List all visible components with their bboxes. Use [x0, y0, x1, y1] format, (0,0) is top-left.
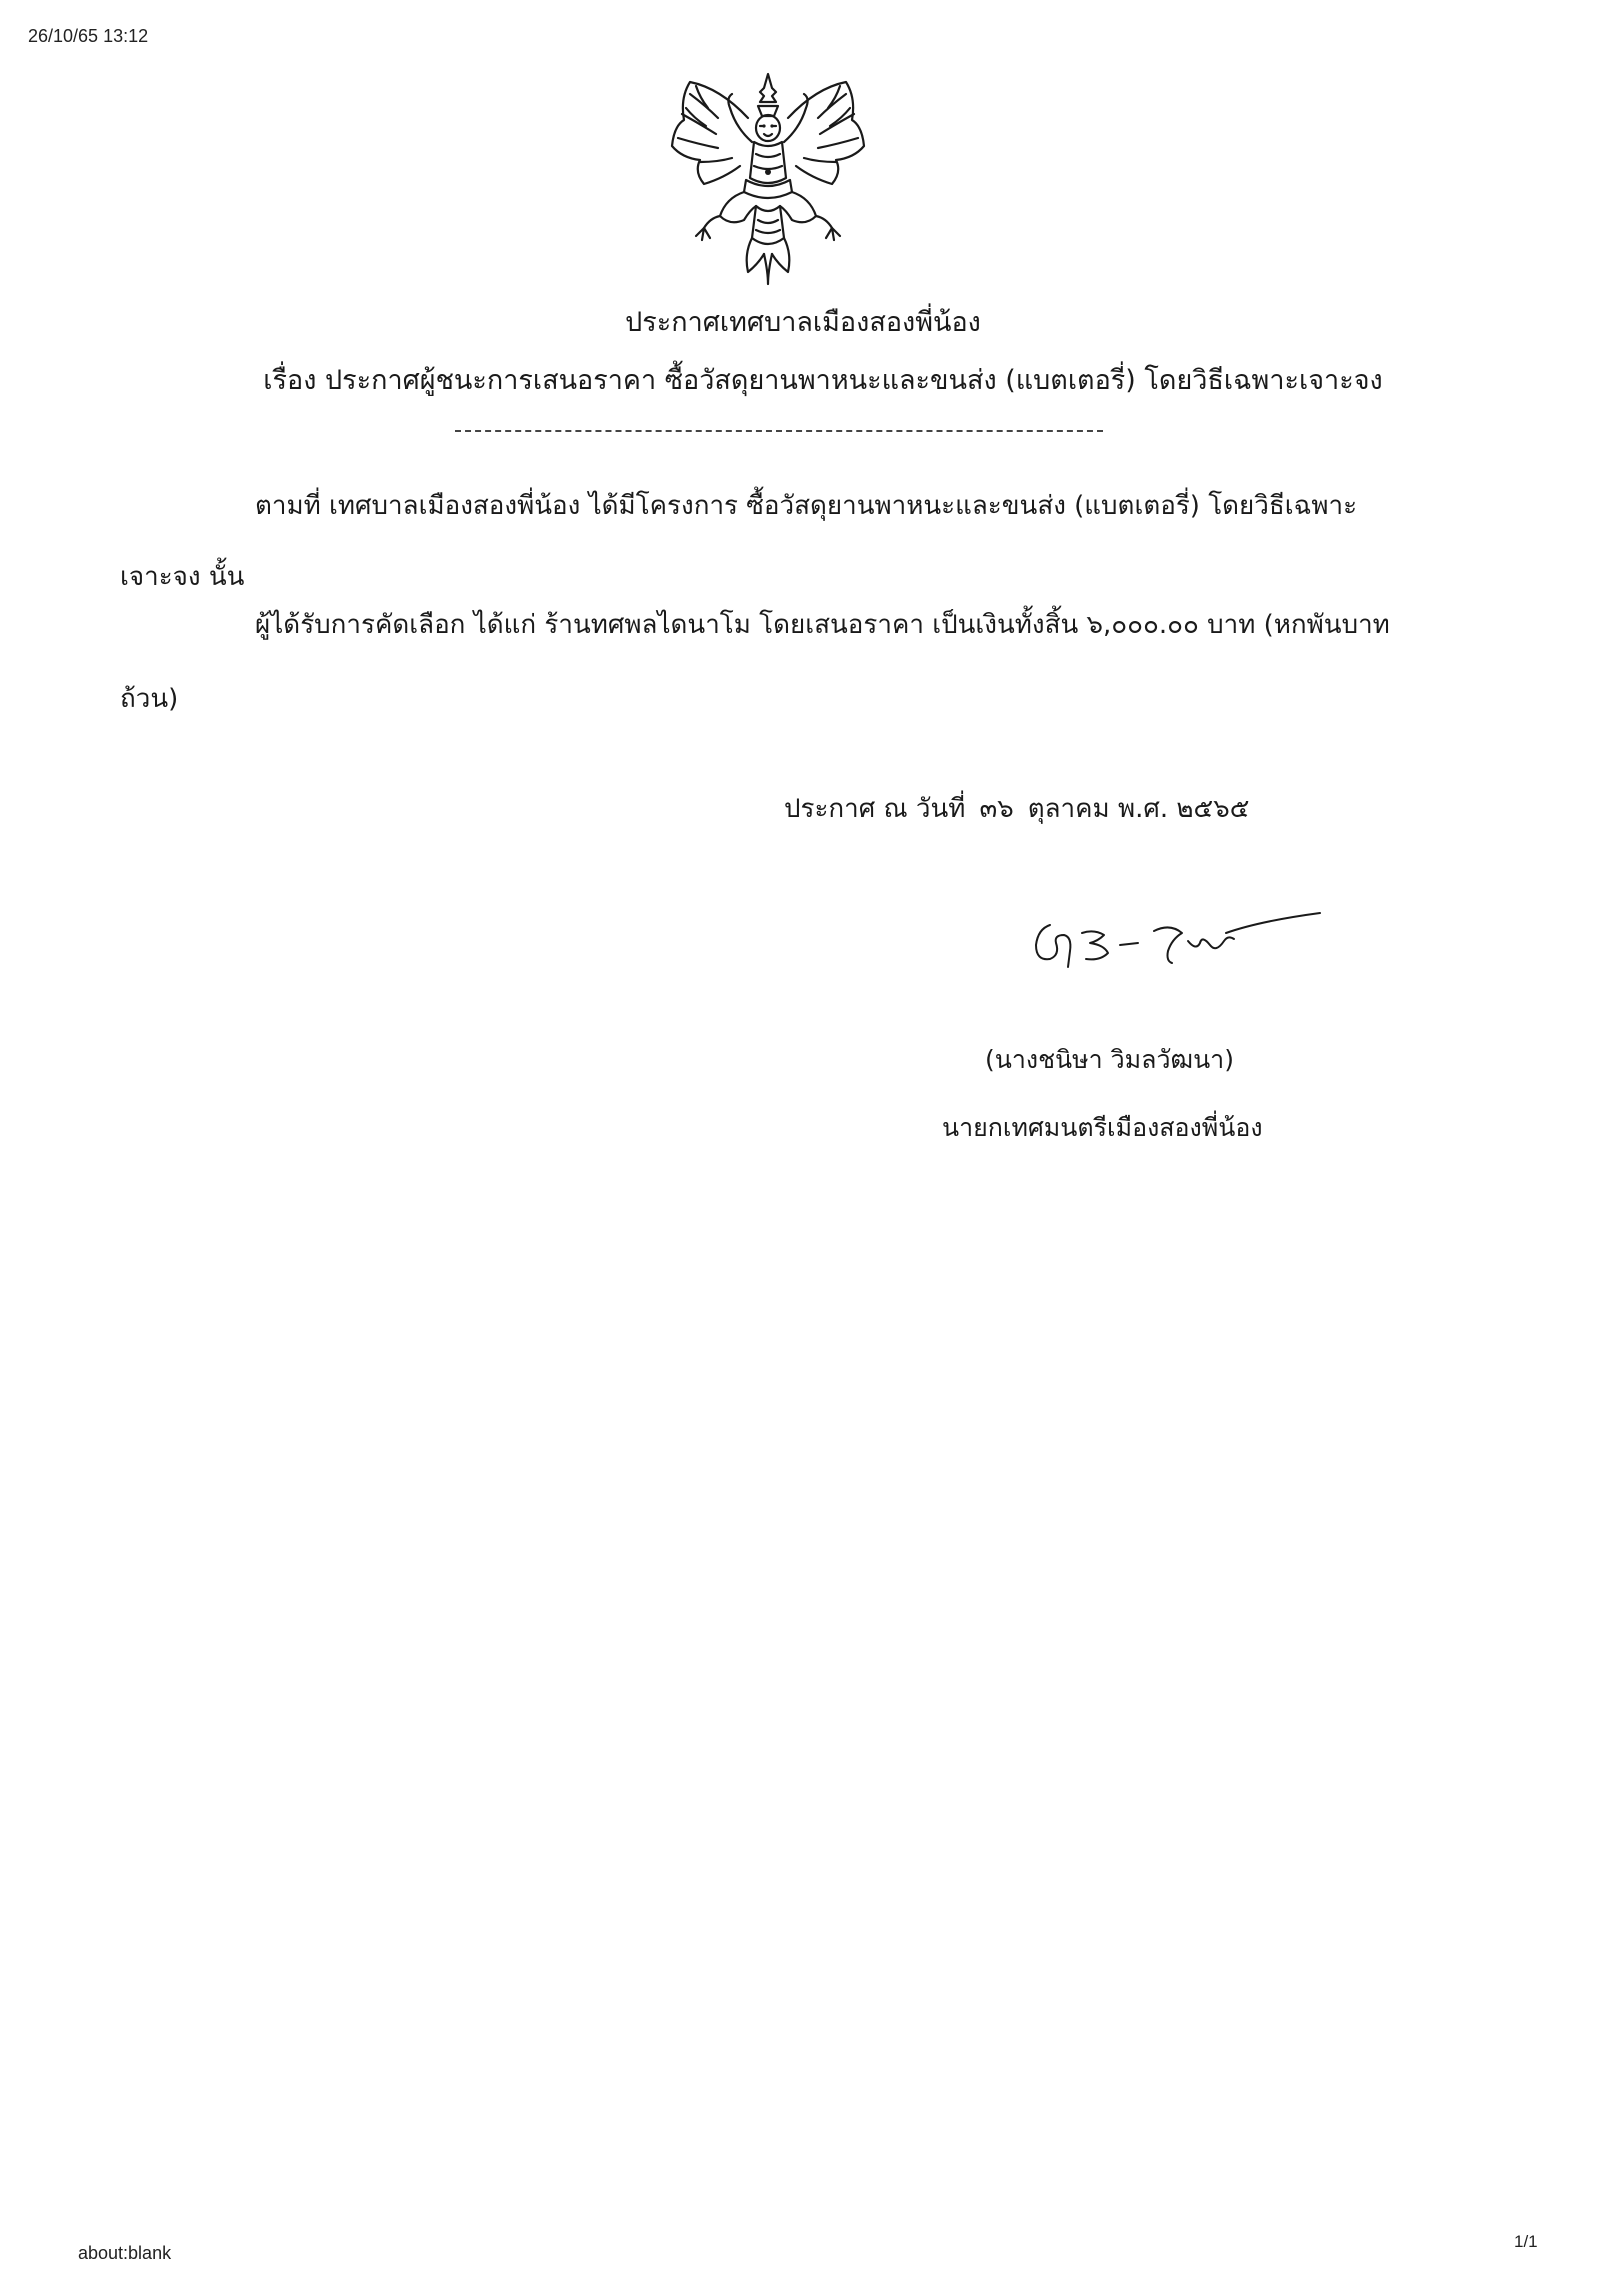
page-indicator: 1/1	[1514, 2232, 1538, 2251]
date-prefix: ประกาศ ณ วันที่	[784, 794, 966, 824]
handwritten-signature	[1020, 895, 1340, 985]
garuda-emblem-icon	[660, 68, 876, 290]
print-timestamp: 26/10/65 13:12	[28, 26, 149, 46]
dashed-divider	[455, 430, 1103, 432]
announcement-date	[784, 788, 1263, 829]
subject-line: เรื่อง ประกาศผู้ชนะการเสนอราคา ซื้อวัสดุยานพาหนะและขนส่ง (แบตเตอรี่) โดยวิธีเฉพาะเจาะจง	[263, 365, 1383, 396]
signer-name: (นางชนิษา วิมลวัฒนา)	[985, 1045, 1234, 1074]
paragraph2-line2: ถ้วน)	[120, 684, 179, 714]
signer-position: นายกเทศมนตรีเมืองสองพี่น้อง	[942, 1113, 1263, 1142]
date-day: ๓๖	[979, 794, 1014, 824]
paragraph2-line1: ผู้ได้รับการคัดเลือก ได้แก่ ร้านทศพลไดนาโม โดยเสนอราคา เป็นเงินทั้งสิ้น ๖,๐๐๐.๐๐ บาท (หกพันบาท	[255, 610, 1390, 640]
paragraph1-line2: เจาะจง นั้น	[120, 562, 245, 592]
date-month-year: ตุลาคม พ.ศ. ๒๕๖๕	[1027, 794, 1250, 824]
footer-url: about:blank	[78, 2243, 172, 2263]
issuer-title: ประกาศเทศบาลเมืองสองพี่น้อง	[625, 307, 981, 338]
paragraph1-line1: ตามที่ เทศบาลเมืองสองพี่น้อง ได้มีโครงการ ซื้อวัสดุยานพาหนะและขนส่ง (แบตเตอรี่) โดยวิธีเฉพาะ	[255, 491, 1358, 521]
